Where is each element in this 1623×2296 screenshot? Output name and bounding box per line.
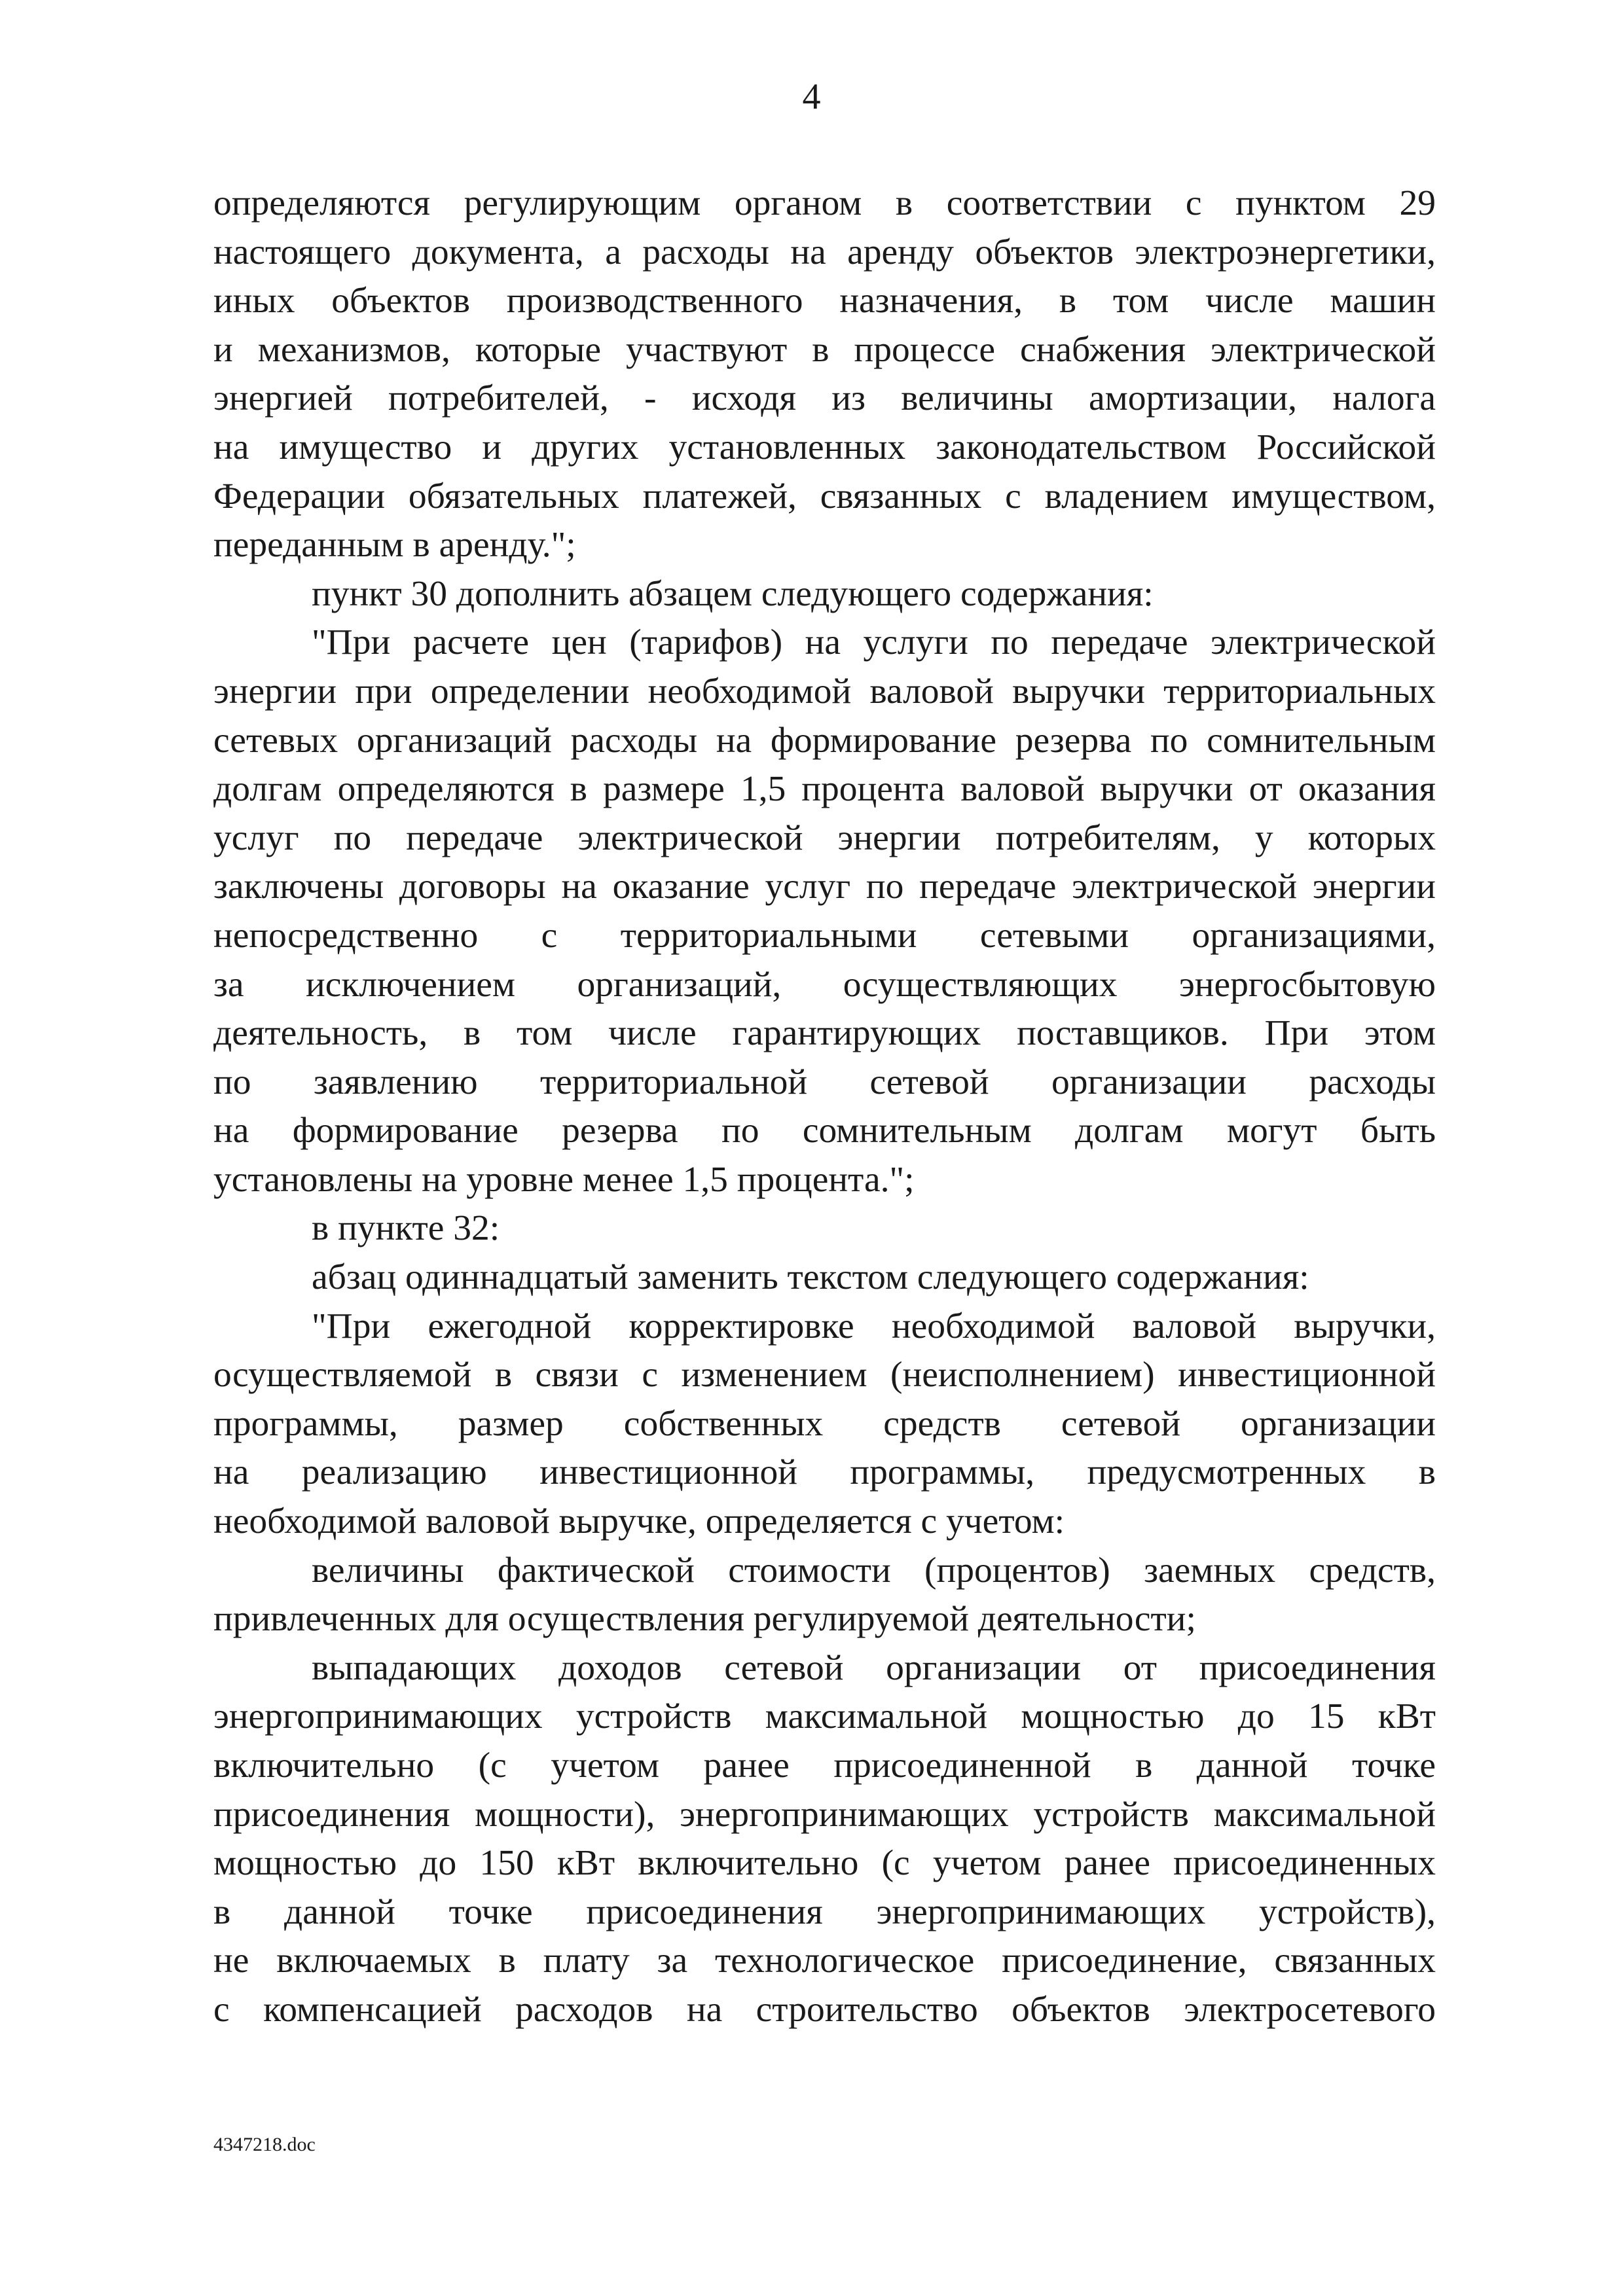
text-line: долгам определяются в размере 1,5 процента валовой выручки от оказания xyxy=(213,769,1436,810)
text-line: включительно (с учетом ранее присоединенной в данной точке xyxy=(213,1746,1436,1785)
text-line: пункт 30 дополнить абзацем следующего содержания: xyxy=(312,573,1154,614)
text-line: энергии при определении необходимой валовой выручки территориальных xyxy=(213,671,1436,711)
text-line: энергией потребителей, - исходя из величины амортизации, налога xyxy=(213,378,1436,419)
text-line: по заявлению территориальной сетевой организации расходы xyxy=(213,1062,1436,1102)
text-line: осуществляемой в связи с изменением (неисполнением) инвестиционной xyxy=(213,1355,1436,1395)
text-line: в данной точке присоединения энергопринимающих устройств), xyxy=(213,1892,1436,1932)
text-line: с компенсацией расходов на строительство объектов электросетевого xyxy=(213,1989,1436,2030)
text-line: привлеченных для осуществления регулируемой деятельности; xyxy=(213,1599,1196,1640)
text-line: необходимой валовой выручке, определяется с учетом: xyxy=(213,1501,1065,1542)
text-line: за исключением организаций, осуществляющих энергосбытовую xyxy=(213,964,1436,1005)
text-line: величины фактической стоимости (процентов) заемных средств, xyxy=(312,1550,1436,1590)
text-line: сетевых организаций расходы на формирование резерва по сомнительным xyxy=(213,720,1436,761)
text-line: определяются регулирующим органом в соответствии с пунктом 29 xyxy=(213,183,1436,223)
text-line: переданным в аренду."; xyxy=(213,525,576,565)
file-name-footer: 4347218.doc xyxy=(213,2134,316,2155)
text-line: абзац одиннадцатый заменить текстом следующего содержания: xyxy=(312,1257,1309,1298)
text-line: и механизмов, которые участвуют в процессе снабжения электрической xyxy=(213,329,1436,370)
text-line: "При расчете цен (тарифов) на услуги по передаче электрической xyxy=(312,622,1436,663)
text-line: Федерации обязательных платежей, связанных с владением имуществом, xyxy=(213,476,1436,516)
page-number: 4 xyxy=(802,77,821,117)
text-line: иных объектов производственного назначения, в том числе машин xyxy=(213,281,1436,321)
text-line: выпадающих доходов сетевой организации от присоединения xyxy=(312,1647,1436,1688)
text-line: настоящего документа, а расходы на аренду объектов электроэнергетики, xyxy=(213,232,1436,272)
text-line: заключены договоры на оказание услуг по передаче электрической энергии xyxy=(213,867,1436,907)
text-line: энергопринимающих устройств максимальной мощностью до 15 кВт xyxy=(213,1696,1436,1737)
text-line: на формирование резерва по сомнительным долгам могут быть xyxy=(213,1111,1436,1151)
text-line: программы, размер собственных средств сетевой организации xyxy=(213,1403,1436,1444)
text-line: непосредственно с территориальными сетевыми организациями, xyxy=(213,915,1436,956)
text-line: установлены на уровне менее 1,5 процента."; xyxy=(213,1159,915,1200)
document-body xyxy=(213,179,1436,2035)
text-line: мощностью до 150 кВт включительно (с учетом ранее присоединенных xyxy=(213,1843,1436,1884)
text-line: на имущество и других установленных законодательством Российской xyxy=(213,427,1436,467)
text-line: присоединения мощности), энергопринимающих устройств максимальной xyxy=(213,1794,1436,1835)
text-line: не включаемых в плату за технологическое присоединение, связанных xyxy=(213,1941,1436,1981)
text-line: на реализацию инвестиционной программы, предусмотренных в xyxy=(213,1452,1436,1493)
text-line: "При ежегодной корректировке необходимой валовой выручки, xyxy=(312,1306,1436,1346)
text-line: услуг по передаче электрической энергии потребителям, у которых xyxy=(213,817,1436,858)
text-line: деятельность, в том числе гарантирующих поставщиков. При этом xyxy=(213,1013,1436,1054)
text-line: в пункте 32: xyxy=(312,1208,500,1249)
